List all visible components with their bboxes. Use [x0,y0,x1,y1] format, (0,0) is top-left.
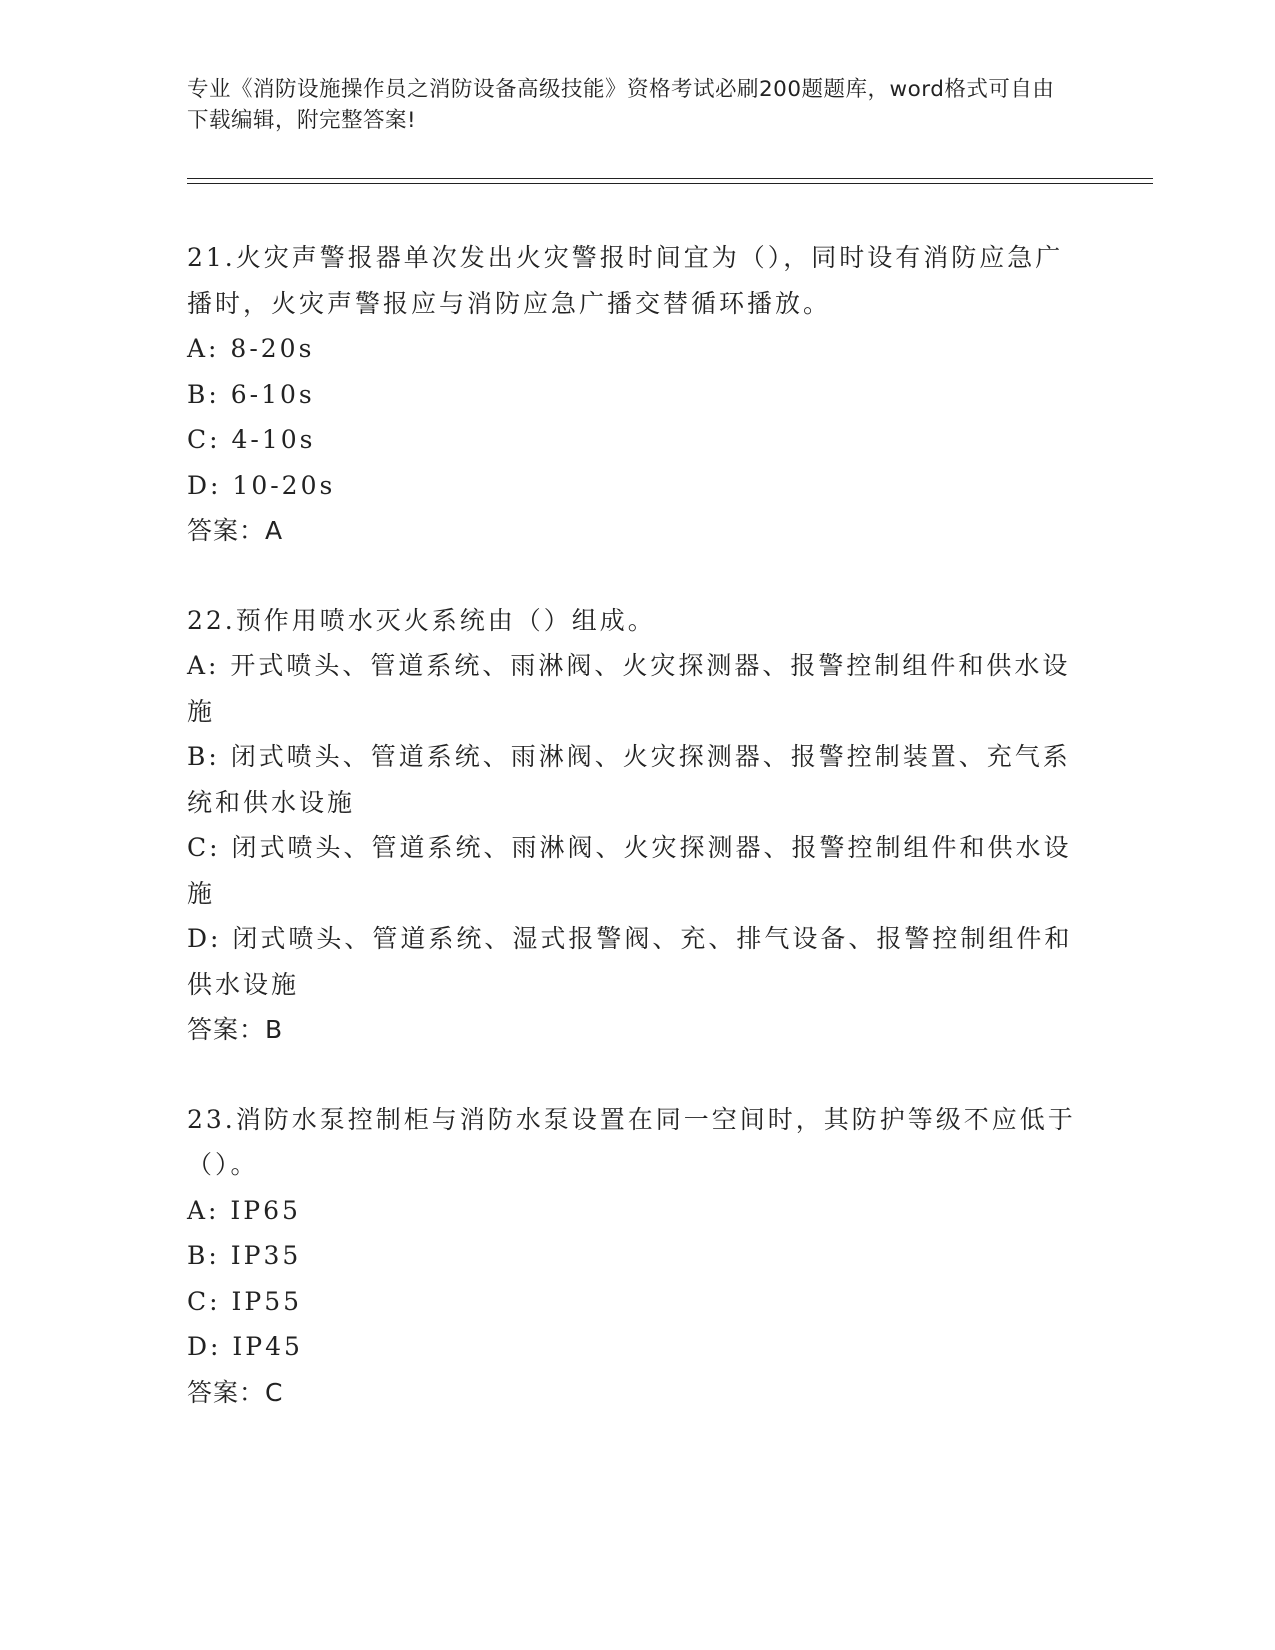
option-a: A: 8-20s [187,334,315,363]
option-b: B: 闭式喷头、管道系统、雨淋阀、火灾探测器、报警控制装置、充气系统和供水设施 [187,742,1071,817]
header-divider-bottom [187,183,1153,184]
question-21 [187,235,1087,554]
question-list [187,235,1087,1459]
answer-line: 答案：C [187,1377,284,1407]
question-stem: 23.消防水泵控制柜与消防水泵设置在同一空间时，其防护等级不应低于（）。 [187,1104,1076,1179]
option-b: B: 6-10s [187,379,315,409]
option-c: C: 4-10s [187,425,316,454]
option-d: D: IP45 [187,1332,303,1361]
header-divider-top [187,178,1153,179]
question-23 [187,1097,1087,1416]
option-a: A: 开式喷头、管道系统、雨淋阀、火灾探测器、报警控制组件和供水设施 [187,651,1071,726]
question-stem: 22.预作用喷水灭火系统由（）组成。 [187,605,656,635]
question-22 [187,598,1087,1053]
question-stem: 21.火灾声警报器单次发出火灾警报时间宜为（），同时设有消防应急广播时，火灾声警报应与消防应急广播交替循环播放。 [187,243,1064,318]
option-d: D: 闭式喷头、管道系统、湿式报警阀、充、排气设备、报警控制组件和供水设施 [187,924,1073,999]
option-b: B: IP35 [187,1241,302,1270]
option-a: A: IP65 [187,1195,301,1225]
document-header: 专业《消防设施操作员之消防设备高级技能》资格考试必刷200题题库，word格式可自由下载编辑，附完整答案! [187,77,1055,133]
answer-line: 答案：A [187,516,284,545]
option-c: C: IP55 [187,1286,303,1316]
option-c: C: 闭式喷头、管道系统、雨淋阀、火灾探测器、报警控制组件和供水设施 [187,833,1072,908]
answer-line: 答案：B [187,1015,284,1044]
option-d: D: 10-20s [187,470,336,500]
